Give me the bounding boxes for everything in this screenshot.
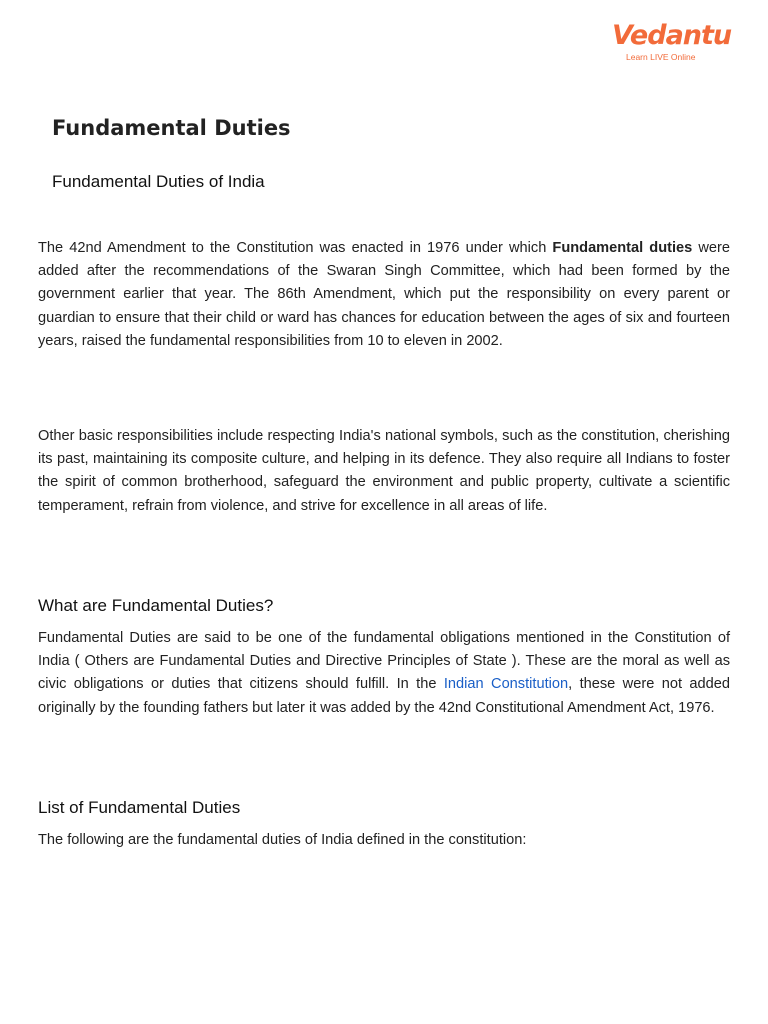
vedantu-logo [612, 20, 732, 72]
intro-text-end: were added after the recommendations of the Swaran Singh Committee, which had been formed by the government earlier that year. The 86th Amendment, which put the responsibility on every parent or guardian to ensure that their child or ward has chances for education between the ages of six and fourteen years, raised the fundamental responsibilities from 10 to eleven in 2002. [38, 240, 730, 349]
list-intro-text: The following are the fundamental duties of India defined in the constitution: [38, 832, 527, 848]
indian-constitution-link[interactable]: Indian Constitution [443, 676, 569, 693]
intro-text-start: The 42nd Amendment to the Constitution was enacted in 1976 under which [38, 240, 553, 256]
what-are-text-start: Fundamental Duties are said to be one of the fundamental obligations mentioned in the Constitution of India ( Others are Fundamental Duties and Directive Principles of State ). These are the moral as well as civic obligations or duties that citizens should fulfill. In the [38, 630, 730, 693]
intro-paragraph [38, 237, 730, 353]
logo-tagline: Learn LIVE Online [626, 52, 696, 62]
sub-title: Fundamental Duties of India [52, 172, 265, 191]
what-are-paragraph [38, 627, 730, 720]
what-are-text-end: , these were not added originally by the founding fathers but later it was added by the 42nd Constitutional Amendment Act, 1976. [38, 676, 730, 716]
list-heading: List of Fundamental Duties [38, 798, 241, 817]
responsibilities-paragraph: Other basic responsibilities include respecting India's national symbols, such as the constitution, cherishing its past, maintaining its composite culture, and helping in its defence. They also require all Indians to foster the spirit of common brotherhood, safeguard the environment and public property, cultivate a scientific temperament, refrain from violence, and strive for excellence in all areas of life. [38, 428, 730, 514]
what-are-heading: What are Fundamental Duties? [38, 596, 274, 615]
logo-wordmark: Vedantu [612, 20, 732, 51]
intro-bold-term: Fundamental duties [552, 240, 693, 256]
page-title: Fundamental Duties [52, 116, 291, 140]
